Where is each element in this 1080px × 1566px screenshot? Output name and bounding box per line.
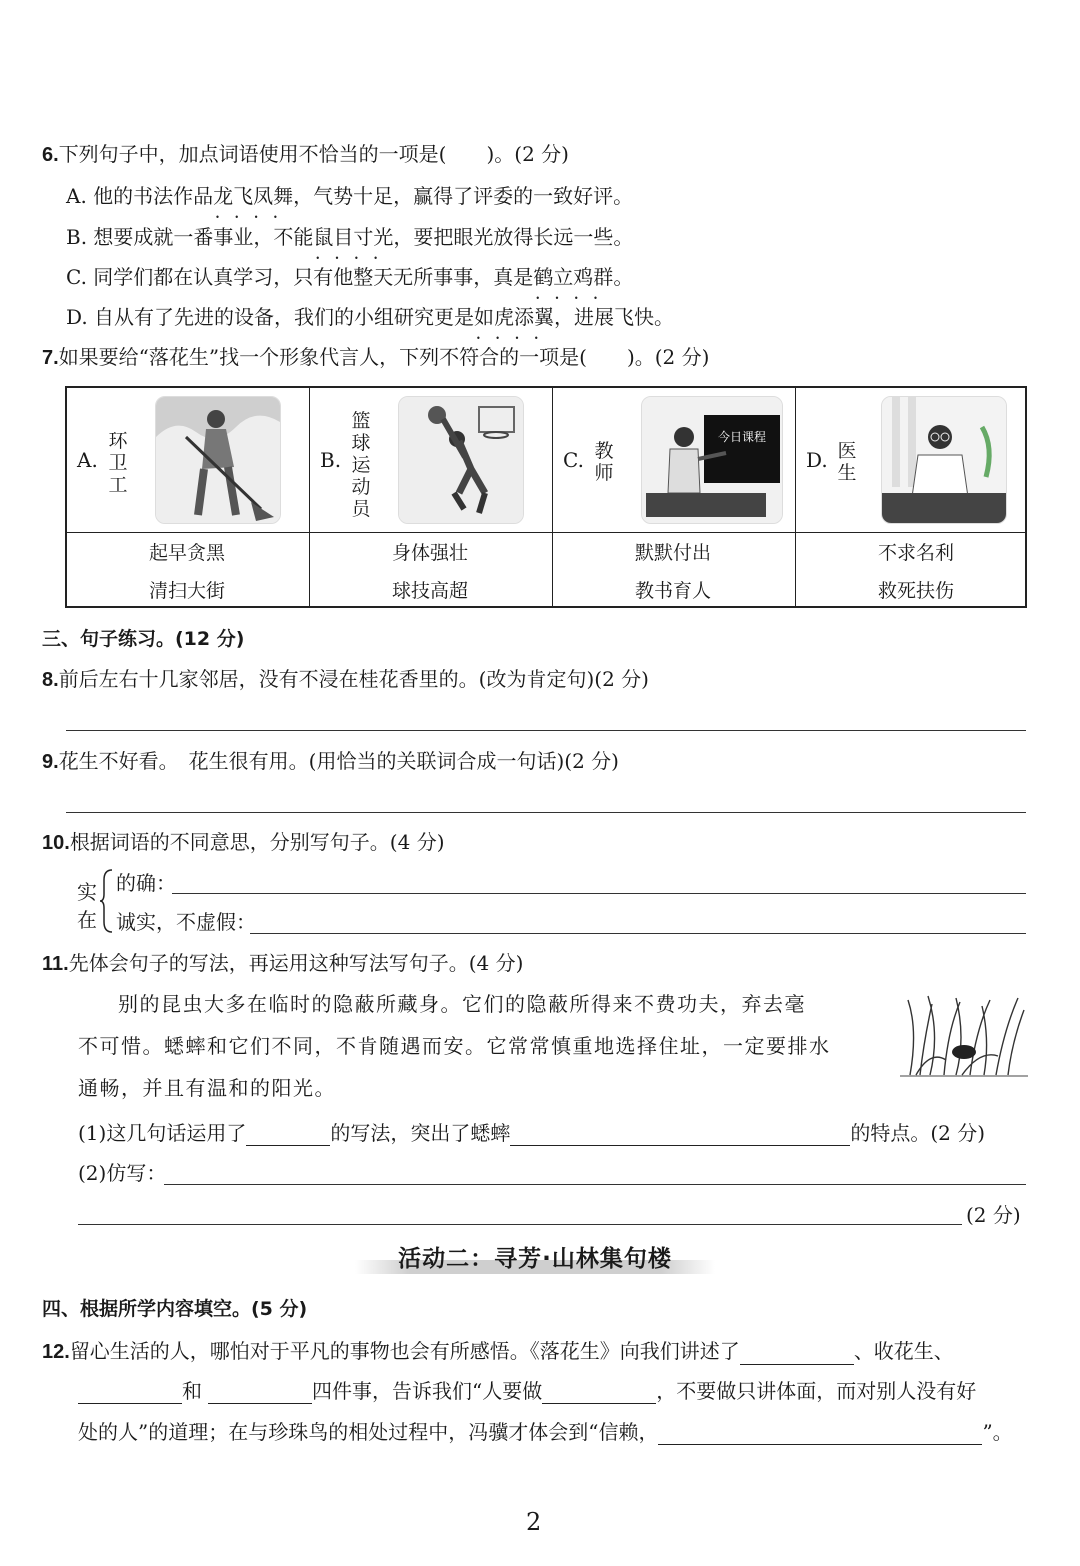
q12-blank-5[interactable]: [658, 1424, 982, 1445]
q8-answer-line[interactable]: [66, 730, 1026, 731]
q9-stem: [42, 748, 619, 775]
q11-text: 先体会句子的写法，再运用这种写法写句子。(4 分): [68, 951, 524, 975]
q10-meaning2: 诚实，不虚假：: [116, 910, 256, 934]
q7-b-line2: 球技高超: [391, 580, 468, 602]
q8-stem: [42, 666, 649, 693]
q12-line2-b: 四件事，告诉我们“人要做: [312, 1379, 543, 1403]
q12-blank-4[interactable]: [542, 1383, 656, 1404]
q7-d-letter: D.: [806, 448, 828, 472]
doctor-icon: [881, 396, 1007, 524]
q11-answer-line-2[interactable]: [78, 1224, 962, 1225]
activity-banner: [355, 1238, 715, 1278]
q11-sub1-part-c: 的特点。(2 分): [850, 1121, 986, 1145]
q7-c-role: 教师: [594, 440, 614, 484]
q6-option-d-post: ，进展飞快。: [554, 305, 675, 329]
q10-meaning1: 的确：: [116, 871, 176, 895]
section-3-heading: 三、句子练习。(12 分): [42, 628, 245, 650]
q10-stem: [42, 829, 445, 856]
q7-c-letter: C.: [563, 448, 584, 472]
q12-line2-a: 和: [182, 1379, 202, 1403]
q7-a-letter: A.: [77, 448, 98, 472]
basketball-player-icon: [398, 396, 524, 524]
q12-blank-1[interactable]: [740, 1344, 854, 1365]
q9-number: 9.: [42, 751, 59, 773]
q6-stem: [42, 141, 569, 168]
q7-a-line1: 起早贪黑: [148, 542, 225, 564]
q11-answer-line-1[interactable]: [164, 1184, 1026, 1185]
q6-option-b[interactable]: [66, 224, 633, 250]
brace-icon: [100, 868, 114, 934]
q6-option-d-pre: D. 自从有了先进的设备，我们的小组研究更是: [66, 305, 475, 329]
q12-line1: [42, 1338, 954, 1365]
q12-line1-b: 、收花生、: [853, 1339, 954, 1363]
q7-d-role: 医生: [837, 440, 857, 484]
q11-sub2-score: (2 分): [966, 1203, 1021, 1227]
q11-sub2-label: (2)仿写：: [78, 1161, 167, 1185]
q11-blank-2[interactable]: [510, 1125, 850, 1146]
q7-b-role: 篮球运动员: [351, 410, 371, 520]
q7-stem: [42, 344, 709, 371]
street-sweeper-icon: [155, 396, 281, 524]
q11-sub1: [78, 1120, 985, 1146]
q12-line3: [78, 1419, 1013, 1445]
section-4-heading: 四、根据所学内容填空。(5 分): [42, 1298, 308, 1320]
q12-blank-2[interactable]: [78, 1383, 182, 1404]
q12-line3-a: 处的人”的道理；在与珍珠鸟的相处过程中，冯骥才体会到“信赖，: [78, 1420, 659, 1444]
q11-number: 11.: [42, 953, 69, 975]
q6-option-d-dotted-word: 如虎添翼 • • • •: [474, 304, 554, 330]
q10-answer-line-2[interactable]: [250, 933, 1026, 934]
q6-option-a-dotted-word: 龙飞凤舞 • • • •: [213, 183, 293, 209]
q11-passage-line1: 别的昆虫大多在临时的隐蔽所藏身。它们的隐蔽所得来不费功夫，弃去毫: [118, 992, 806, 1016]
q6-option-c[interactable]: [66, 264, 633, 290]
q6-option-d[interactable]: [66, 304, 674, 330]
q6-option-b-pre: B. 想要成就一番事业，不能: [66, 225, 314, 249]
q6-option-b-post: ，要把眼光放得长远一些。: [393, 225, 634, 249]
q6-option-a-pre: A. 他的书法作品: [66, 184, 214, 208]
q11-stem: [42, 950, 523, 977]
q6-text: 下列句子中，加点词语使用不恰当的一项是( )。(2 分): [58, 142, 569, 166]
q12-blank-3[interactable]: [208, 1383, 312, 1404]
q12-line1-a: 留心生活的人，哪怕对于平凡的事物也会有所感悟。《落花生》向我们讲述了: [69, 1339, 740, 1363]
q10-word: 实在: [77, 880, 97, 932]
q7-a-role: 环卫工: [108, 430, 128, 496]
q7-option-table: [65, 386, 1027, 608]
q9-text: 花生不好看。 花生很有用。(用恰当的关联词合成一句话)(2 分): [58, 749, 619, 773]
q7-d-line1: 不求名利: [877, 542, 954, 564]
q7-a-line2: 清扫大街: [148, 580, 225, 602]
q11-sub1-part-a: (1)这几句话运用了: [78, 1121, 247, 1145]
q10-number: 10.: [42, 832, 70, 854]
q7-b-line1: 身体强壮: [391, 542, 468, 564]
q12-line2-c: ，不要做只讲体面，而对别人没有好: [656, 1379, 977, 1403]
cricket-grass-icon: [900, 990, 1028, 1080]
q11-passage-line2: 不可惜。蟋蟀和它们不同，不肯随遇而安。它常常慎重地选择住址，一定要排水: [78, 1034, 831, 1058]
q6-option-a[interactable]: [66, 183, 633, 209]
q6-option-a-post: ，气势十足，赢得了评委的一致好评。: [293, 184, 634, 208]
table-row-divider: [67, 532, 1025, 533]
q11-passage-line3: 通畅，并且有温和的阳光。: [78, 1076, 336, 1100]
q6-option-c-post: 。: [613, 265, 634, 289]
q8-number: 8.: [42, 669, 59, 691]
q12-number: 12.: [42, 1341, 70, 1363]
q11-sub1-part-b: 的写法，突出了蟋蟀: [330, 1121, 511, 1145]
q7-c-line2: 教书育人: [634, 580, 711, 602]
banner-title: 活动二：寻芳·山林集句楼: [398, 1246, 672, 1272]
q6-option-c-pre: C. 同学们都在认真学习，只有他整天无所事事，真是: [66, 265, 534, 289]
teacher-icon: [641, 396, 783, 524]
q11-blank-1[interactable]: [246, 1125, 330, 1146]
chalkboard-text: 今日课程: [717, 430, 767, 444]
page-number: 2: [526, 1508, 542, 1536]
q7-b-letter: B.: [320, 448, 342, 472]
q10-answer-line-1[interactable]: [172, 893, 1026, 894]
q6-option-b-dotted-word: 鼠目寸光 • • • •: [313, 224, 393, 250]
q8-text: 前后左右十几家邻居，没有不浸在桂花香里的。(改为肯定句)(2 分): [58, 667, 649, 691]
q10-text: 根据词语的不同意思，分别写句子。(4 分): [69, 830, 445, 854]
q12-line3-b: ”。: [982, 1420, 1013, 1444]
q9-answer-line[interactable]: [66, 812, 1026, 813]
q7-number: 7.: [42, 347, 59, 369]
q6-number: 6.: [42, 144, 59, 166]
q12-line2: [78, 1378, 976, 1404]
q7-d-line2: 救死扶伤: [877, 580, 954, 602]
q7-c-line1: 默默付出: [634, 542, 711, 564]
q7-text: 如果要给“落花生”找一个形象代言人，下列不符合的一项是( )。(2 分): [58, 345, 710, 369]
q6-option-c-dotted-word: 鹤立鸡群 • • • •: [533, 264, 613, 290]
